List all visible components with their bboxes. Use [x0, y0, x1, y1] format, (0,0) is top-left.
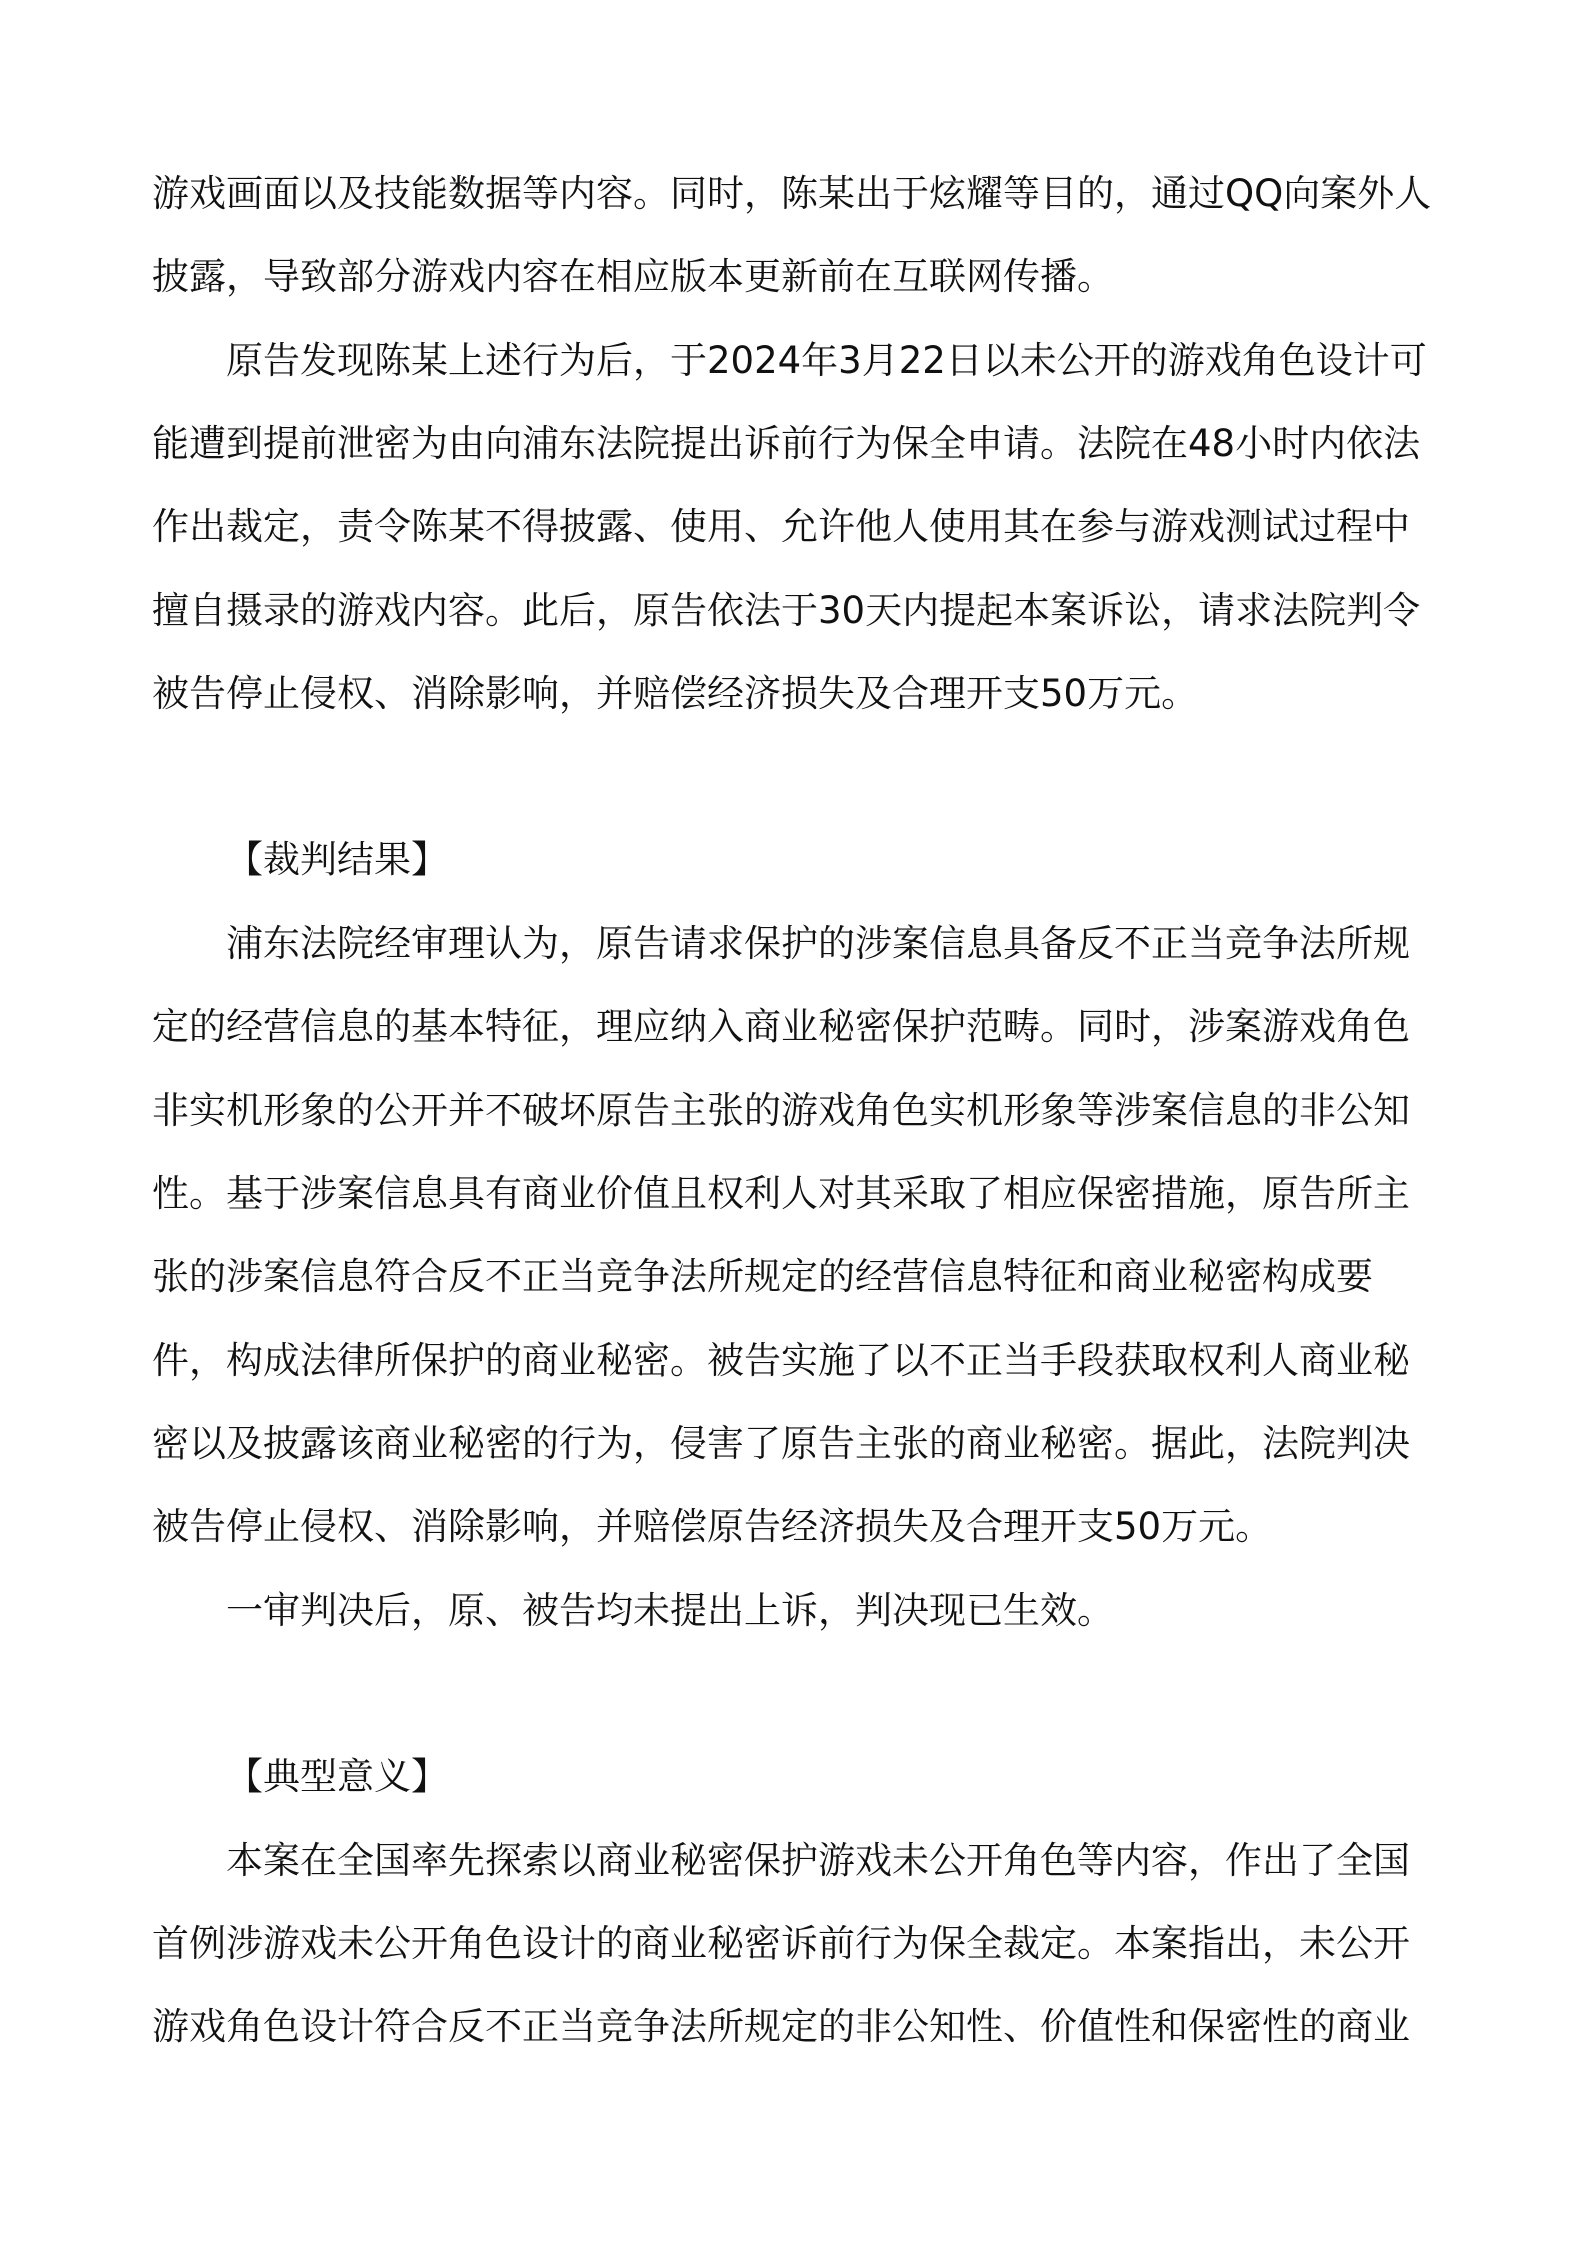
text-line: 件，构成法律所保护的商业秘密。被告实施了以不正当手段获取权利人商业秘 — [152, 1339, 1410, 1382]
paragraph-start: 浦东法院经审理认为，原告请求保护的涉案信息具备反不正当竞争法所规 — [226, 922, 1410, 965]
text-line: 密以及披露该商业秘密的行为，侵害了原告主张的商业秘密。据此，法院判决 — [152, 1422, 1410, 1465]
text-line: 游戏角色设计符合反不正当竞争法所规定的非公知性、价值性和保密性的商业 — [152, 2005, 1410, 2048]
paragraph-start: 一审判决后，原、被告均未提出上诉，判决现已生效。 — [226, 1589, 1114, 1632]
text-line: 被告停止侵权、消除影响，并赔偿原告经济损失及合理开支50万元。 — [152, 1505, 1273, 1548]
text-line: 作出裁定，责令陈某不得披露、使用、允许他人使用其在参与游戏测试过程中 — [152, 505, 1410, 548]
text-line: 能遭到提前泄密为由向浦东法院提出诉前行为保全申请。法院在48小时内依法 — [152, 422, 1421, 465]
section-heading-significance: 【典型意义】 — [226, 1755, 448, 1798]
text-line: 性。基于涉案信息具有商业价值且权利人对其采取了相应保密措施，原告所主 — [152, 1172, 1410, 1215]
text-line: 张的涉案信息符合反不正当竞争法所规定的经营信息特征和商业秘密构成要 — [152, 1255, 1373, 1298]
text-line: 首例涉游戏未公开角色设计的商业秘密诉前行为保全裁定。本案指出，未公开 — [152, 1922, 1410, 1965]
section-heading-judgment: 【裁判结果】 — [226, 838, 448, 881]
paragraph-start: 本案在全国率先探索以商业秘密保护游戏未公开角色等内容，作出了全国 — [226, 1839, 1410, 1882]
text-line: 被告停止侵权、消除影响，并赔偿经济损失及合理开支50万元。 — [152, 672, 1199, 715]
text-line: 非实机形象的公开并不破坏原告主张的游戏角色实机形象等涉案信息的非公知 — [152, 1089, 1410, 1132]
text-line: 定的经营信息的基本特征，理应纳入商业秘密保护范畴。同时，涉案游戏角色 — [152, 1005, 1410, 1048]
text-line: 擅自摄录的游戏内容。此后，原告依法于30天内提起本案诉讼，请求法院判令 — [152, 589, 1421, 632]
text-line: 游戏画面以及技能数据等内容。同时，陈某出于炫耀等目的，通过QQ向案外人 — [152, 172, 1432, 215]
paragraph-start: 原告发现陈某上述行为后，于2024年3月22日以未公开的游戏角色设计可 — [226, 339, 1427, 382]
text-line: 披露，导致部分游戏内容在相应版本更新前在互联网传播。 — [152, 255, 1114, 298]
